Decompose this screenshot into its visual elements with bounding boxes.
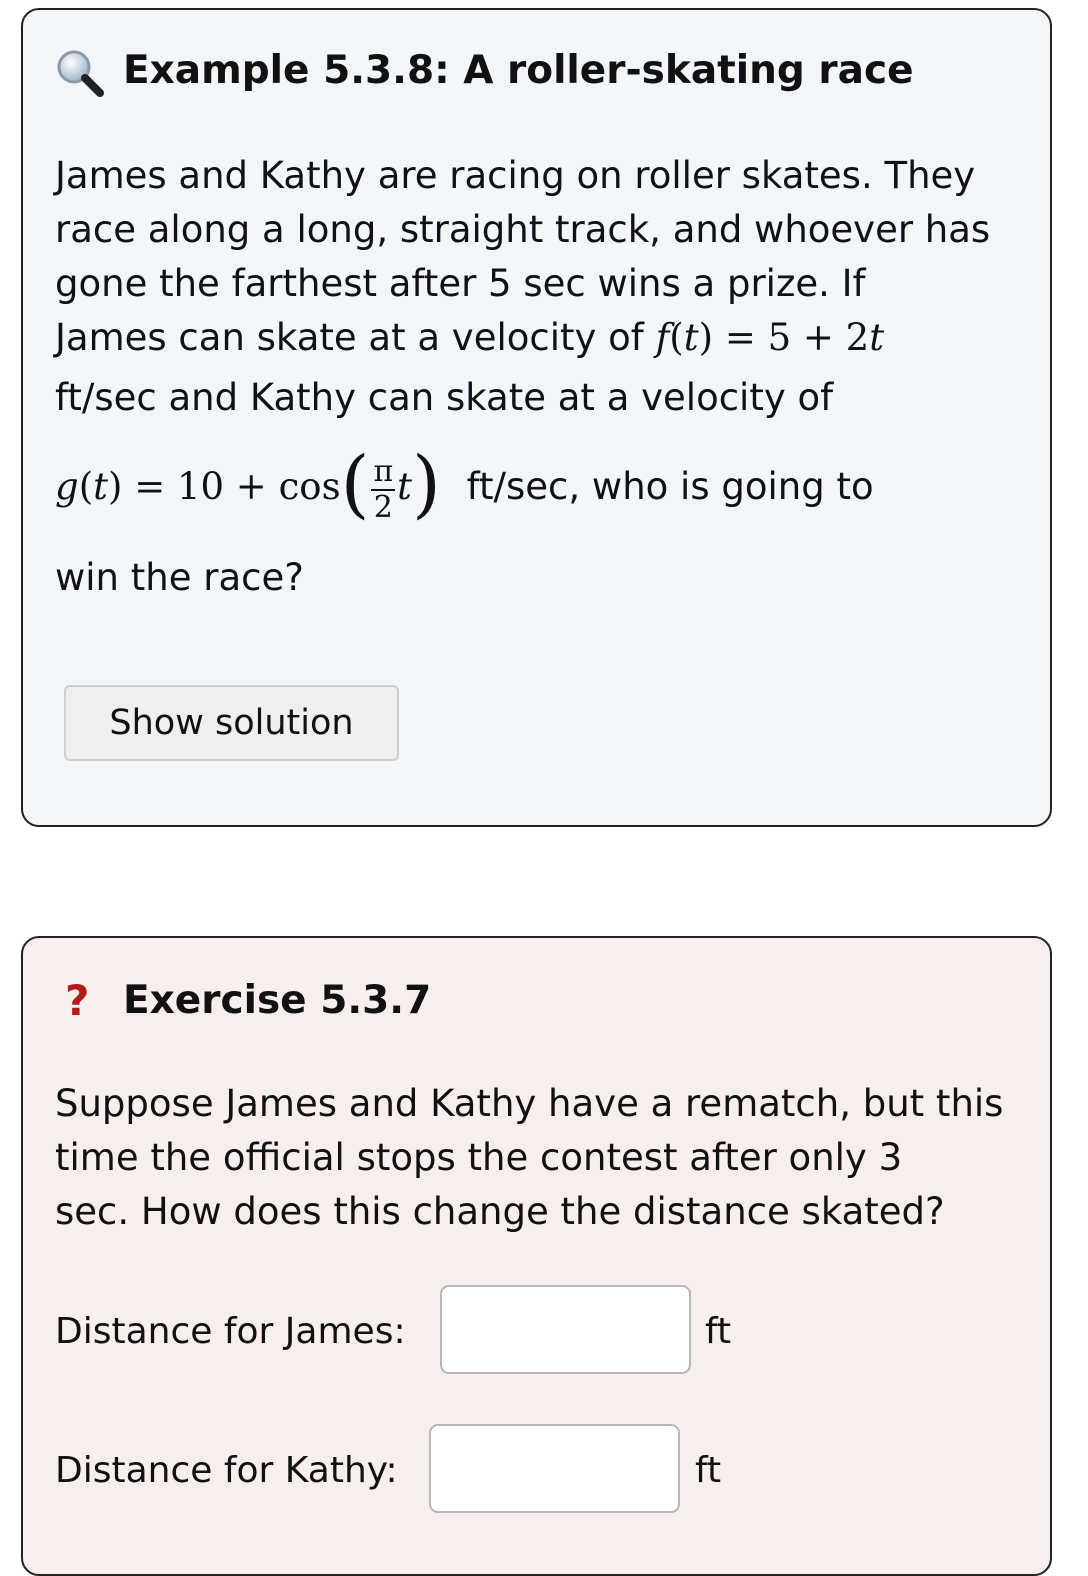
f-formula: f(t) = 5 + 2t xyxy=(655,316,885,359)
units-text: ft/sec, who is going to xyxy=(466,465,874,508)
example-title: Example 5.3.8: A roller-skating race xyxy=(123,48,914,93)
example-line-2: race along a long, straight track, and whoever has xyxy=(55,208,991,251)
kathy-unit: ft xyxy=(695,1450,722,1491)
kathy-distance-input[interactable] xyxy=(429,1424,680,1513)
james-distance-label: Distance for James: xyxy=(55,1311,406,1352)
example-line-7: win the race? xyxy=(55,556,304,599)
exercise-title: Exercise 5.3.7 xyxy=(123,978,432,1023)
question-mark-icon: ? xyxy=(65,976,90,1025)
example-box xyxy=(21,8,1052,827)
james-distance-input[interactable] xyxy=(440,1285,691,1374)
example-line-3: gone the farthest after 5 sec wins a prize. If xyxy=(55,262,866,305)
example-line-4 xyxy=(55,311,884,365)
example-line-6 xyxy=(55,440,874,527)
exercise-line-2: time the official stops the contest after only 3 xyxy=(55,1136,903,1179)
g-formula: g(t) = 10 + cos( $\frac{\pi}{2}$ t) xyxy=(55,440,441,527)
kathy-distance-label: Distance for Kathy: xyxy=(55,1450,398,1491)
james-unit: ft xyxy=(705,1311,732,1352)
exercise-line-3: sec. How does this change the distance skated? xyxy=(55,1190,945,1233)
velocity-text: James can skate at a velocity of xyxy=(55,316,656,359)
exercise-box xyxy=(21,936,1052,1576)
example-line-5: ft/sec and Kathy can skate at a velocity of xyxy=(55,376,834,419)
example-line-1: James and Kathy are racing on roller skates. They xyxy=(55,154,976,197)
show-solution-button[interactable]: Show solution xyxy=(64,685,399,761)
exercise-line-1: Suppose James and Kathy have a rematch, but this xyxy=(55,1082,1004,1125)
pi-over-2-fraction: $\frac{\pi}{2}$ xyxy=(373,453,394,525)
magnifier-icon xyxy=(55,48,105,98)
